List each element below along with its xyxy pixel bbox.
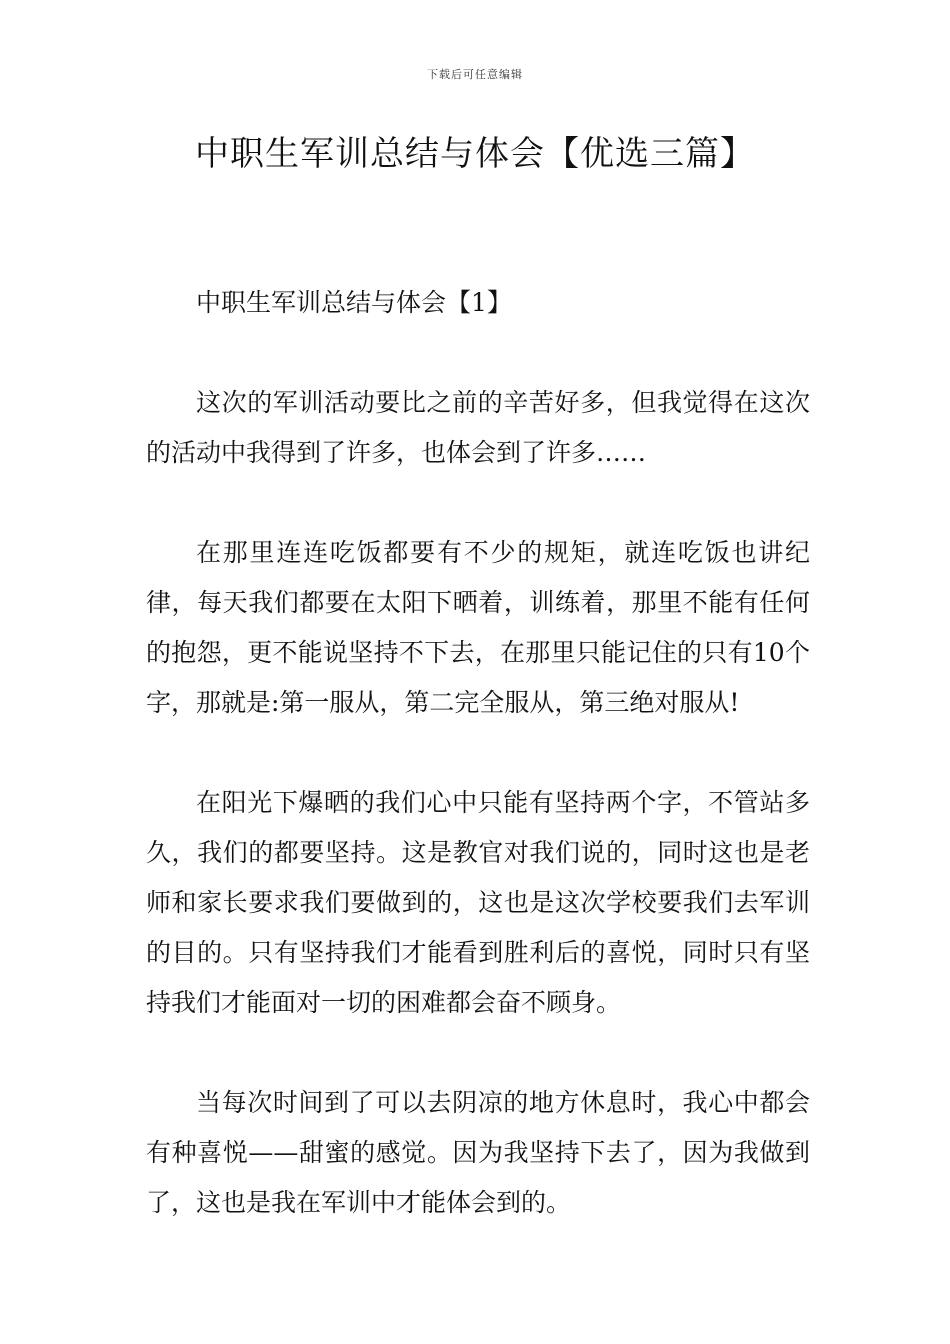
section-heading: 中职生军训总结与体会【1】 bbox=[196, 288, 512, 317]
document-title: 中职生军训总结与体会【优选三篇】 bbox=[195, 134, 755, 174]
paragraph-2: 在那里连连吃饭都要有不少的规矩，就连吃饭也讲纪律，每天我们都要在太阳下晒着，训练着，那里不能有任何的抱怨，更不能说坚持不下去，在那里只能记住的只有10个字，那就是:第一服从，第二完全服从，第三绝对服从! bbox=[146, 538, 810, 717]
paragraph-1: 这次的军训活动要比之前的辛苦好多，但我觉得在这次的活动中我得到了许多，也体会到了许多…… bbox=[146, 388, 810, 467]
header-note: 下载后可任意编辑 bbox=[427, 68, 523, 81]
paragraph-4: 当每次时间到了可以去阴凉的地方休息时，我心中都会有种喜悦——甜蜜的感觉。因为我坚持下去了，因为我做到了，这也是我在军训中才能体会到的。 bbox=[146, 1088, 810, 1217]
document-body bbox=[146, 278, 810, 1278]
paragraph-3: 在阳光下爆晒的我们心中只能有坚持两个字，不管站多久，我们的都要坚持。这是教官对我们说的，同时这也是老师和家长要求我们要做到的，这也是这次学校要我们去军训的目的。只有坚持我们才能看到胜利后的喜悦，同时只有坚持我们才能面对一切的困难都会奋不顾身。 bbox=[146, 788, 810, 1017]
